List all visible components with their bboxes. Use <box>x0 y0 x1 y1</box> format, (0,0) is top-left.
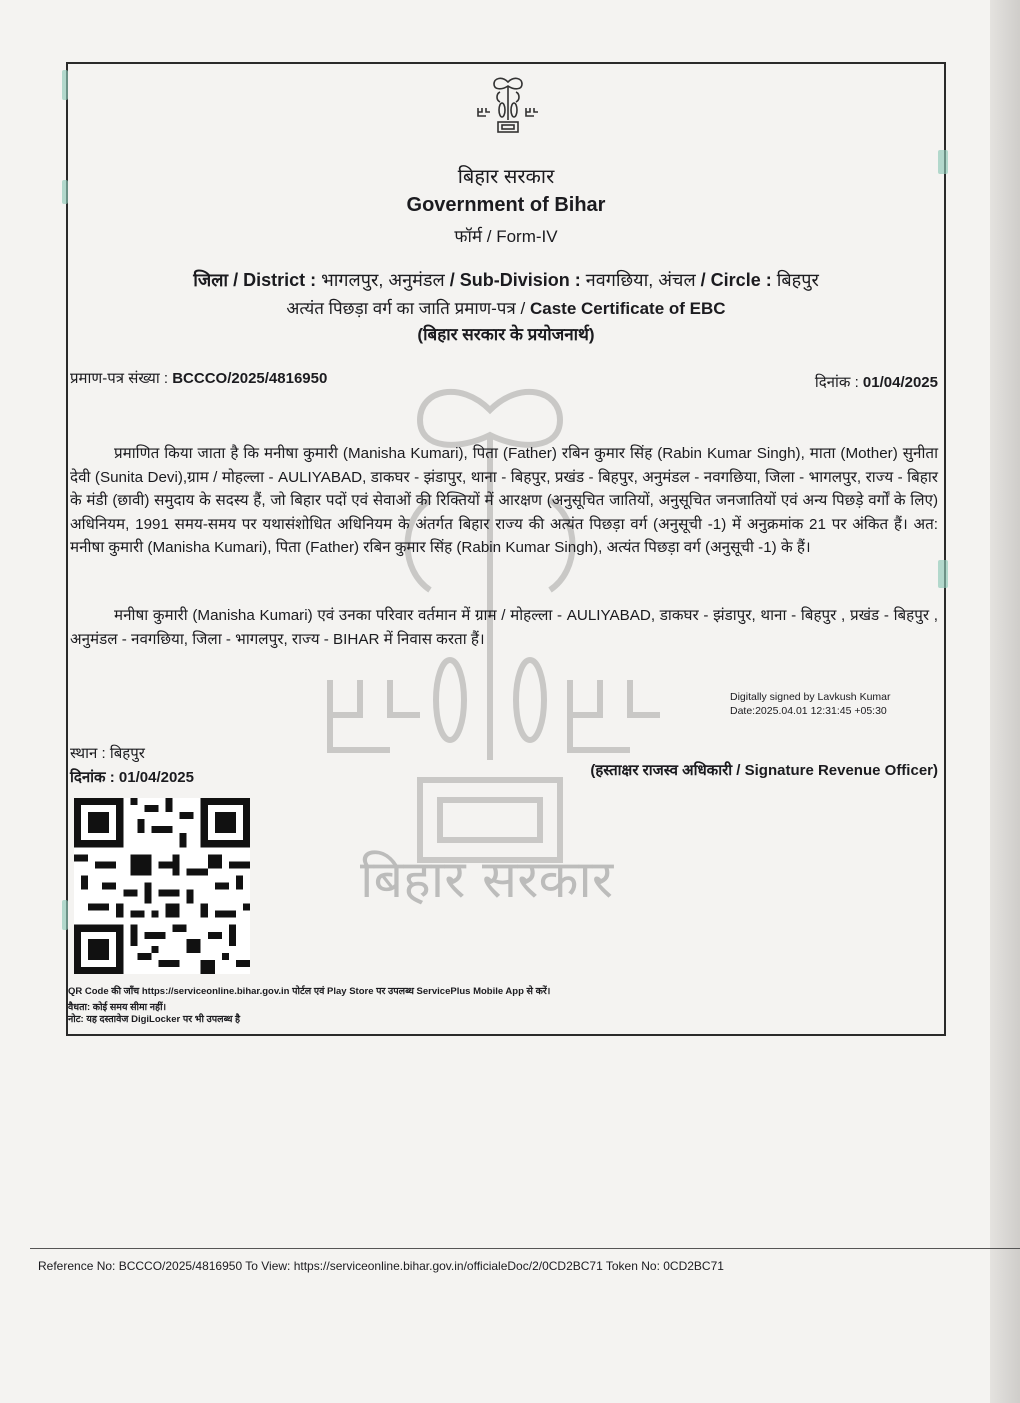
certificate-number-value: BCCCO/2025/4816950 <box>172 370 328 387</box>
digital-signature-signer: Digitally signed by Lavkush Kumar <box>730 691 891 703</box>
ink-mark <box>62 900 68 930</box>
footer-divider <box>30 1248 1020 1249</box>
certificate-number-label: प्रमाण-पत्र संख्या : <box>70 370 169 387</box>
circle-label: / Circle : <box>700 270 772 290</box>
reference-footer: Reference No: BCCCO/2025/4816950 To View: https://serviceonline.bihar.gov.in/officialeDoc/2/0CD2BC71 Token No: 0CD2BC71 <box>38 1259 724 1273</box>
certificate-title-english: Caste Certificate of EBC <box>530 299 726 318</box>
certificate-paragraph-1: प्रमाणित किया जाता है कि मनीषा कुमारी (Manisha Kumari), पिता (Father) रबिन कुमार सिंह (Rabin Kumar Singh), माता (Mother) सुनीता देवी (Sunita Devi),ग्राम / मोहल्ला - AULIYABAD, डाकघर - झंडापुर, थाना - बिहपुर, प्रखंड - बिहपुर, अनुमंडल - नवगछिया, जिला - भागलपुर, राज्य - बिहार के मंडी (छावी) समुदाय के सदस्य हैं, जो बिहार पदों एवं सेवाओं की रिक्तियों में आरक्षण (अनुसूचित जातियों, अनुसूचित जनजातियों एवं अन्य पिछड़े वर्गों के लिए) अधिनियम, 1991 समय-समय पर यथासंशोधित अधिनियम के अंतर्गत बिहार राज्य की अत्यंत पिछड़ा वर्ग (अनुसूची -1) में अनुक्रमांक 21 पर अंकित हैं। अत: मनीषा कुमारी (Manisha Kumari), पिता (Father) रबिन कुमार सिंह (Rabin Kumar Singh), अत्यंत पिछड़ा वर्ग (अनुसूची -1) के हैं। <box>70 445 938 556</box>
certificate-title <box>66 296 946 319</box>
certificate-purpose: (बिहार सरकार के प्रयोजनार्थ) <box>417 325 595 344</box>
qr-code[interactable] <box>74 798 250 974</box>
certificate-number <box>70 368 327 388</box>
ink-mark <box>938 150 948 174</box>
place-date: दिनांक : 01/04/2025 <box>70 769 194 786</box>
signature-label-text: (हस्ताक्षर राजस्व अधिकारी / Signature Revenue Officer) <box>590 762 938 779</box>
ink-mark <box>62 70 68 100</box>
issue-date-label: दिनांक : <box>814 374 859 391</box>
digital-signature <box>730 690 891 718</box>
header-english-title: Government of Bihar <box>406 194 606 216</box>
district-label: जिला / District : <box>193 270 317 290</box>
ink-mark <box>938 560 948 588</box>
issue-date-value: 01/04/2025 <box>862 374 938 391</box>
page-edge <box>990 0 1020 1403</box>
subdivision-label: / Sub-Division : <box>449 270 581 290</box>
form-number: फॉर्म / Form-IV <box>454 227 558 246</box>
district-value: भागलपुर, अनुमंडल <box>321 270 445 290</box>
digilocker-note: नोट: यह दस्तावेज DigiLocker पर भी उपलब्ध है <box>68 1014 241 1025</box>
qr-verification-note: QR Code की जाँच https://serviceonline.bihar.gov.in पोर्टल एवं Play Store पर उपलब्ध ServicePlus Mobile App से करें। <box>68 986 551 997</box>
circle-value: बिहपुर <box>776 270 819 290</box>
issue-date <box>815 372 938 392</box>
place-label: स्थान : बिहपुर <box>70 745 145 762</box>
place-block <box>70 742 194 790</box>
digital-signature-date: Date:2025.04.01 12:31:45 +05:30 <box>730 705 887 717</box>
subdivision-value: नवगछिया, अंचल <box>585 270 696 290</box>
validity-note: वैधता: कोई समय सीमा नहीं। <box>68 1002 167 1013</box>
jurisdiction-line <box>66 268 946 292</box>
bihar-emblem-icon <box>468 72 548 136</box>
watermark-text: बिहार सरकार <box>360 850 614 910</box>
ink-mark <box>62 180 68 204</box>
certificate-paragraph-2: मनीषा कुमारी (Manisha Kumari) एवं उनका परिवार वर्तमान में ग्राम / मोहल्ला - AULIYABAD, डाकघर - झंडापुर, थाना - बिहपुर , प्रखंड - बिहपुर , अनुमंडल - नवगछिया, जिला - भागलपुर, राज्य - BIHAR में निवास करता हैं। <box>70 607 938 648</box>
header-hindi-title: बिहार सरकार <box>457 166 555 188</box>
certificate-title-hindi: अत्यंत पिछड़ा वर्ग का जाति प्रमाण-पत्र / <box>286 299 526 318</box>
signature-label <box>590 760 938 780</box>
